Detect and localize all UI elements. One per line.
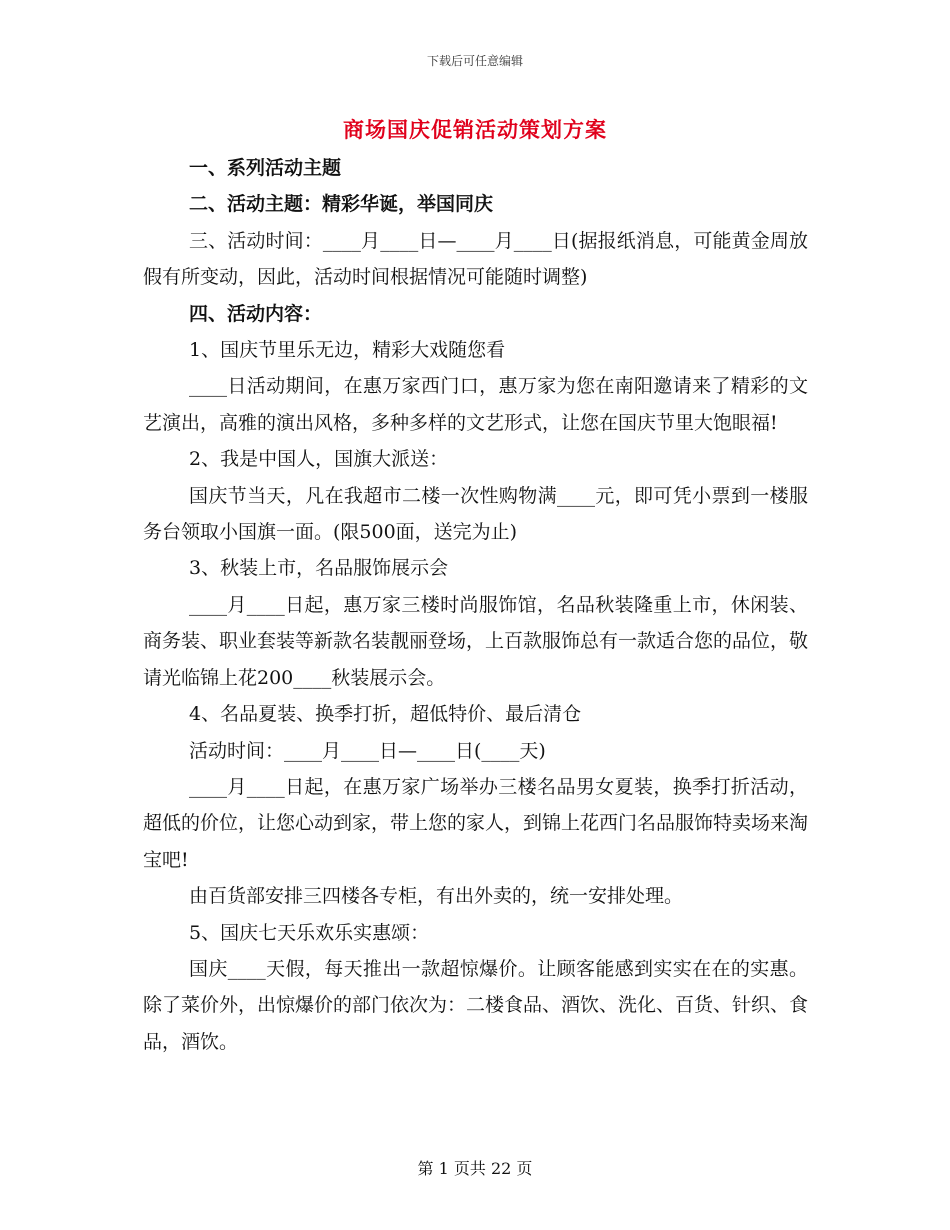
document-title: 商场国庆促销活动策划方案: [343, 118, 607, 142]
page-header: 下载后可任意编辑: [426, 54, 523, 68]
section-heading-4: 四、活动内容：: [189, 302, 323, 325]
section-heading-2: 二、活动主题：精彩华诞，举国同庆: [189, 193, 494, 216]
paragraph: ____月____日起，在惠万家广场举办三楼名品男女夏装，换季打折活动，超低的价位，让您心动到家，带上您的家人，到锦上花西门名品服饰特卖场来淘宝吧!: [143, 775, 809, 871]
paragraph: 活动时间：____月____日—____日(____天): [189, 739, 546, 762]
paragraph: 国庆____天假，每天推出一款超惊爆价。让顾客能感到实实在在的实惠。除了菜价外，出惊爆价的部门依次为：二楼食品、酒饮、洗化、百货、针织、食品，酒饮。: [143, 957, 809, 1053]
paragraph: 由百货部安排三四楼各专柜，有出外卖的，统一安排处理。: [189, 885, 684, 908]
item-heading-5: 5、国庆七天乐欢乐实惠颂：: [189, 921, 430, 944]
item-heading-1: 1、国庆节里乐无边，精彩大戏随您看: [189, 339, 506, 362]
item-heading-2: 2、我是中国人，国旗大派送：: [189, 448, 449, 471]
paragraph-activity-time: 三、活动时间：____月____日—____月____日(据报纸消息，可能黄金周放假有所变动，因此，活动时间根据情况可能随时调整): [143, 229, 808, 289]
paragraph: 国庆节当天，凡在我超市二楼一次性购物满____元，即可凭小票到一楼服务台领取小国旗一面。(限500面，送完为止): [143, 484, 808, 544]
section-heading-1: 一、系列活动主题: [189, 157, 342, 179]
paragraph: ____日活动期间，在惠万家西门口，惠万家为您在南阳邀请来了精彩的文艺演出，高雅的演出风格，多种多样的文艺形式，让您在国庆节里大饱眼福!: [143, 375, 808, 434]
document-body: [143, 150, 808, 1060]
paragraph: ____月____日起，惠万家三楼时尚服饰馆，名品秋装隆重上市，休闲装、商务装、职业套装等新款名装靓丽登场，上百款服饰总有一款适合您的品位，敬请光临锦上花200____秋装展示会。: [143, 593, 809, 689]
item-heading-3: 3、秋装上市，名品服饰展示会: [189, 557, 449, 580]
item-heading-4: 4、名品夏装、换季打折，超低特价、最后清仓: [189, 703, 582, 726]
page-footer: 第 1 页共 22 页: [417, 1159, 533, 1178]
